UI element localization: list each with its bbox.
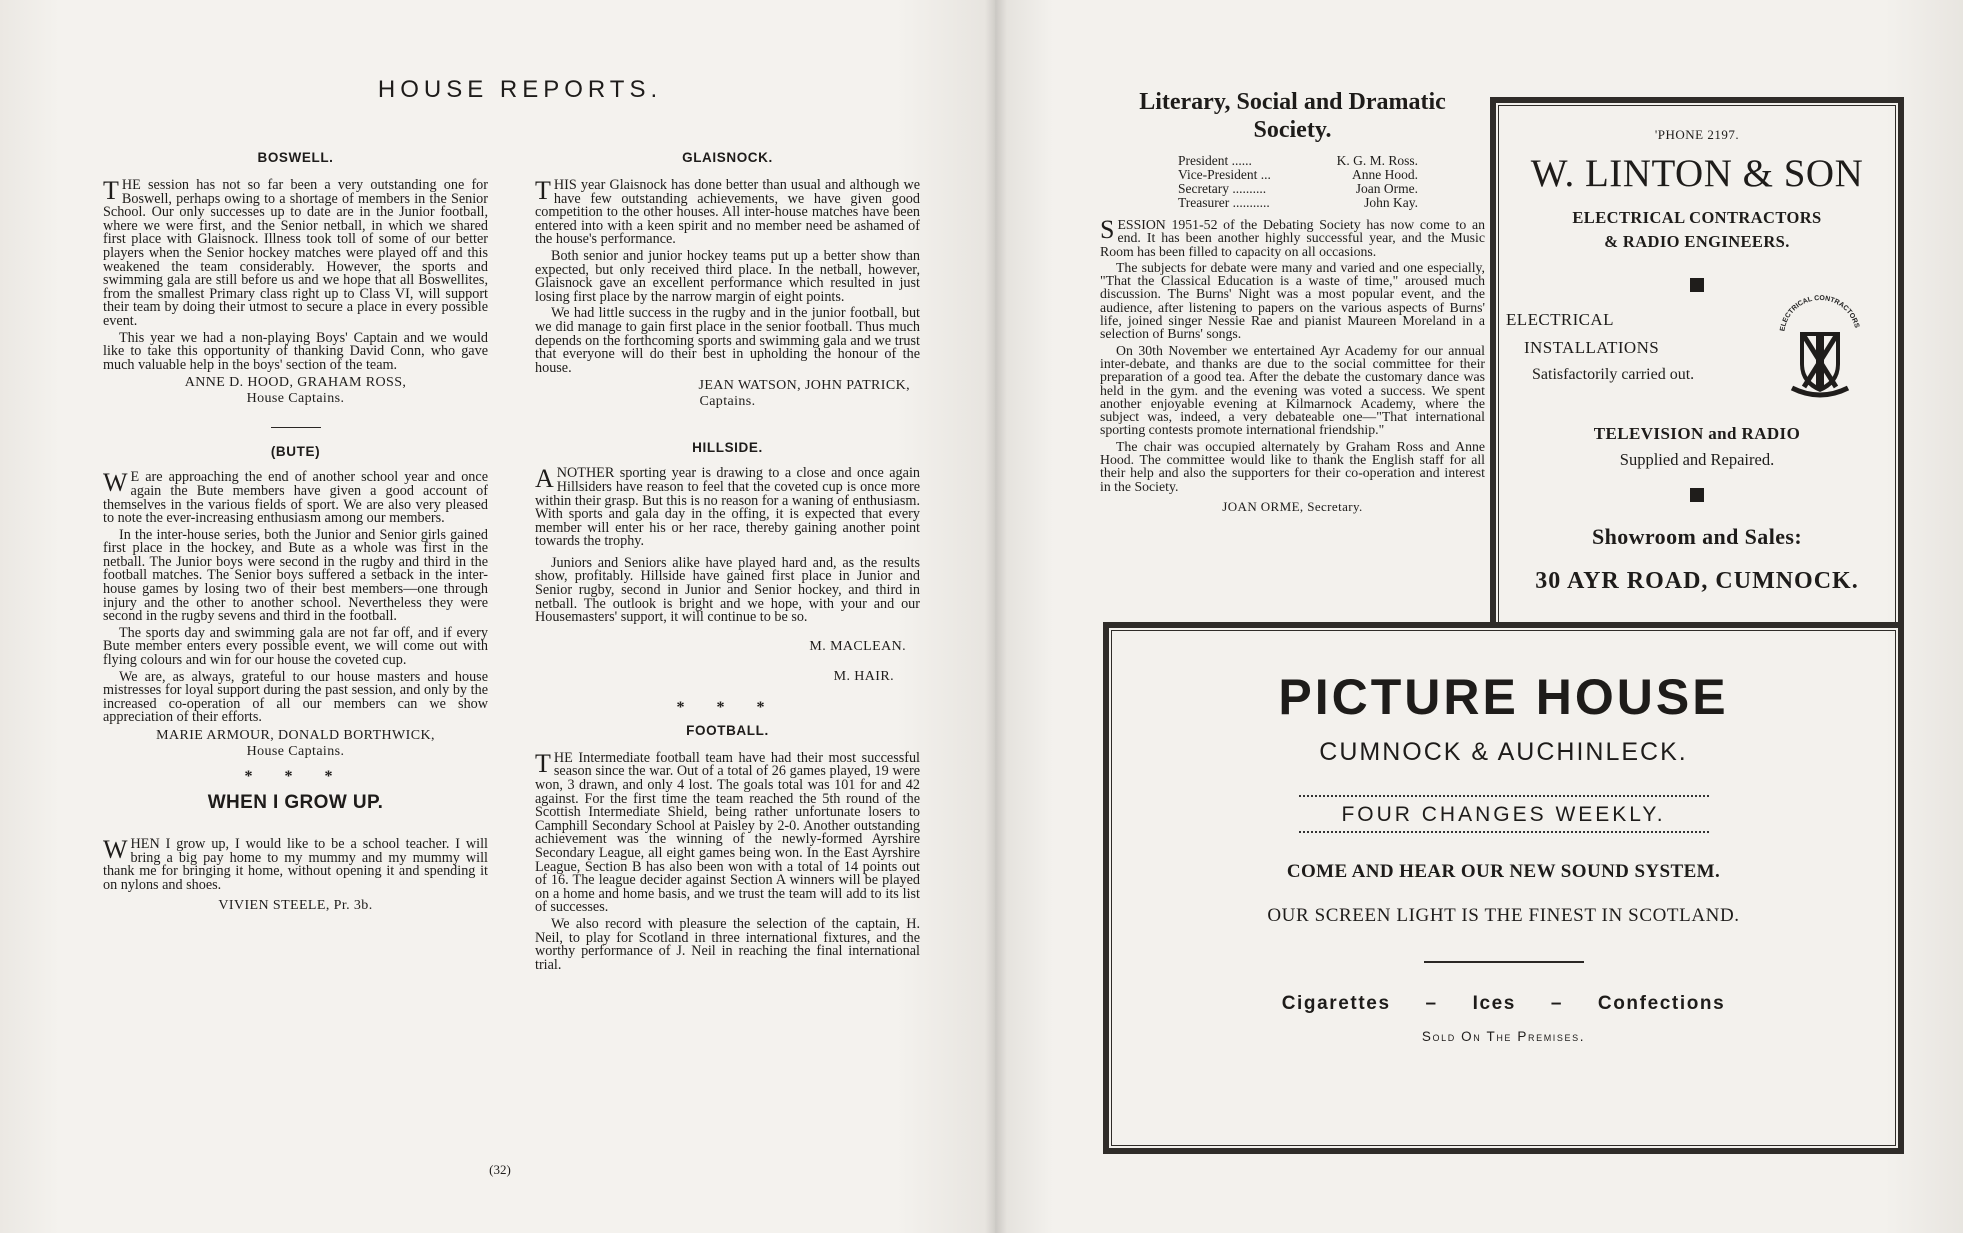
boswell-paragraph-2: This year we had a non-playing Boys' Captain and we would like to take this opportunity of thanking David Conn, who gave much valuable help in the boys' section of the team. bbox=[103, 329, 488, 373]
officer-role: Treasurer ........... bbox=[1178, 195, 1270, 210]
officer-row bbox=[1178, 168, 1418, 182]
when-i-grow-up-paragraph: WHEN I grow up, I would like to be a school teacher. I will bring a big pay home to my mummy and my mummy will thank me for bringing it home, without opening it and spending it on nylons and shoes. bbox=[103, 835, 488, 893]
bute-paragraph-4: We are, as always, grateful to our house masters and house mistresses for loyal support during the past session, and only by the increased co-operation of all our members can we show appreciation of their efforts. bbox=[103, 668, 488, 726]
linton-showroom: Showroom and Sales: bbox=[1591, 524, 1803, 549]
officer-name: K. G. M. Ross. bbox=[1336, 153, 1418, 168]
boswell-signature-names: ANNE D. HOOD, GRAHAM ROSS, bbox=[184, 375, 407, 391]
football-paragraph-1: THE Intermediate football team have had their most successful season since the war. Out of a total of 26 games played, 19 were won, 3 drawn, and only 4 lost. The goals total was 101 for and 42 against. For the first time the team reached the 5th round of the Scottish Intermediate Shield, being rather unfortunate losers to Camphill Secondary School at Paisley by 2-0. Another outstanding achievement was the winning of the newly-formed Ayrshire Secondary League, all eight games being won. In the East Ayrshire League, Section B has also been won with a total of 14 points out of 16. The league decider against Section A winners will be played on a home and home basis, and we trust the team will add to its list of successes. bbox=[535, 748, 920, 916]
officer-name: Joan Orme. bbox=[1355, 181, 1418, 196]
lsd-paragraph-2: The subjects for debate were many and varied and one especially, "That the Classical Education is a waste of time," aroused much discussion. The Burns' Night was a most popular event, and the audience, after listening to papers on the various aspects of Burns' life, joined singer Nessie Rae and pianist Maureen Moreland in a selection of Burns' songs. bbox=[1100, 259, 1485, 342]
bute-signature-role: House Captains. bbox=[246, 744, 345, 759]
picture-house-changes: FOUR CHANGES WEEKLY. bbox=[1341, 803, 1666, 826]
literary-society-article bbox=[1100, 88, 1485, 515]
officer-role: President ...... bbox=[1178, 153, 1252, 168]
hillside-paragraph-2: Juniors and Seniors alike have played hard and, as the results show, profitably. Hillside have gained first place in Junior and Senior rugby, second in Junior and Senior hockey, and third in netball. The outlook is bright and we hope, with your and our Housemasters' support, it will continue to be so. bbox=[535, 554, 920, 626]
item-dash: – bbox=[1550, 993, 1564, 1014]
item-cigarettes: Cigarettes bbox=[1281, 993, 1391, 1014]
lsd-paragraph-4: The chair was occupied alternately by Graham Ross and Anne Hood. The committee would like to thank the English staff for all their help and also the supporters for their co-operation and interest in the Society. bbox=[1100, 438, 1485, 494]
item-ices: Ices bbox=[1472, 993, 1516, 1014]
association-seal-icon bbox=[1774, 292, 1866, 402]
glaisnock-heading: GLAISNOCK. bbox=[682, 150, 773, 165]
when-i-grow-up-heading: WHEN I GROW UP. bbox=[207, 792, 384, 813]
linton-advertisement bbox=[1490, 97, 1904, 631]
middle-column bbox=[535, 150, 920, 975]
svg-text:ELECTRICAL CONTRACTORS: ELECTRICAL CONTRACTORS bbox=[1779, 294, 1861, 332]
linton-line-2: & RADIO ENGINEERS. bbox=[1604, 232, 1790, 251]
linton-supplied: Supplied and Repaired. bbox=[1619, 450, 1775, 469]
picture-house-advertisement bbox=[1103, 622, 1904, 1154]
picture-house-screen: OUR SCREEN LIGHT IS THE FINEST IN SCOTLAND. bbox=[1267, 905, 1740, 926]
officers-list bbox=[1100, 154, 1485, 210]
picture-house-sold: Sold On The Premises. bbox=[1421, 1029, 1586, 1044]
picture-house-items bbox=[1109, 993, 1898, 1015]
boswell-paragraph-1: THE session has not so far been a very outstanding one for Boswell, perhaps owing to a shortage of members in the Senior School. Our only successes up to date are in the Junior football, where we were first, and the Senior netball, in which we shared first place with Glaisnock. Illness took toll of some of our better players when the Senior hockey matches were played off and this weakened the team considerably. However, the sports and swimming gala are still before us and we hope that all Boswellites, from the smallest Primary class right up to Class VI, will support their team by doing their utmost to secure a place in every possible event. bbox=[103, 176, 488, 329]
glaisnock-signature-role: Captains. bbox=[699, 394, 756, 410]
short-rule bbox=[1424, 961, 1584, 963]
hillside-signature-2: M. HAIR. bbox=[833, 668, 894, 684]
linton-installations: INSTALLATIONS bbox=[1524, 338, 1660, 357]
stars-separator-2: * * * bbox=[676, 698, 779, 716]
page-title: HOUSE REPORTS. bbox=[377, 76, 663, 103]
hillside-paragraph-1: ANOTHER sporting year is drawing to a close and once again Hillsiders have reason to feel that the coveted cup is once more within their grasp. But this is no reason for a waning of enthusiasm. With sports and gala day in the offing, it is expected that every member will enter his or her race, thereby gaining another point towards the trophy. bbox=[535, 464, 920, 550]
lsd-signature: JOAN ORME, Secretary. bbox=[1222, 498, 1363, 514]
picture-house-title: PICTURE HOUSE bbox=[1278, 669, 1729, 725]
bute-signature-names: MARIE ARMOUR, DONALD BORTHWICK, bbox=[156, 728, 435, 743]
linton-tv-radio: TELEVISION and RADIO bbox=[1593, 424, 1801, 443]
officer-name: John Kay. bbox=[1364, 195, 1418, 210]
officer-row bbox=[1178, 196, 1418, 210]
glaisnock-paragraph-3: We had little success in the rugby and in the junior football, but we did manage to gain first place in the senior football. Thus much depends on the forthcoming sports and swimming gala and we trust that everyone will do their best in upholding the honour of the house. bbox=[535, 305, 920, 376]
item-confections: Confections bbox=[1597, 993, 1726, 1014]
page-number: (32) bbox=[489, 1162, 511, 1177]
football-paragraph-2: We also record with pleasure the selection of the captain, H. Neil, to play for Scotland in three international fixtures, and the worthy performance of J. Neil in reaching the final international trial. bbox=[535, 915, 920, 973]
officer-row bbox=[1178, 182, 1418, 196]
bute-paragraph-1: WE are approaching the end of another school year and once again the Bute members have given a good account of themselves in the various fields of sport. We are also very pleased to note the ever-increasing enthusiasm among our members. bbox=[103, 468, 488, 527]
bute-paragraph-3: The sports day and swimming gala are not far off, and if every Bute member enters every possible event, we will come out with flying colours and win for our house the coveted cup. bbox=[103, 624, 488, 669]
boswell-heading: BOSWELL. bbox=[257, 150, 334, 165]
bute-heading: (BUTE) bbox=[270, 444, 321, 460]
linton-phone: 'PHONE 2197. bbox=[1654, 127, 1740, 142]
lsd-title-line-2: Society. bbox=[1253, 117, 1332, 143]
linton-satisfactorily: Satisfactorily carried out. bbox=[1532, 366, 1695, 383]
linton-electrical: ELECTRICAL bbox=[1506, 310, 1614, 329]
bute-paragraph-2: In the inter-house series, both the Junior and Senior girls gained first place in the hockey, and Bute as a whole was first in the netball. The Junior boys were second in the rugby and third in the football matches. The Senior boys suffered a setback in the inter-house games by losing two of their best members—one through injury and the other to another school. Nevertheless they were second in the rugby sevens and third in the football. bbox=[103, 526, 488, 625]
linton-installations-block bbox=[1496, 294, 1898, 418]
football-heading: FOOTBALL. bbox=[686, 722, 769, 738]
picture-house-subtitle: CUMNOCK & AUCHINLECK. bbox=[1319, 738, 1688, 766]
section-divider bbox=[271, 427, 321, 428]
stars-separator: * * * bbox=[244, 768, 347, 785]
lsd-title bbox=[1100, 88, 1485, 144]
item-dash: – bbox=[1425, 993, 1438, 1014]
hillside-heading: HILLSIDE. bbox=[692, 440, 763, 456]
hillside-signature-1: M. MACLEAN. bbox=[809, 638, 906, 654]
boswell-signature-role: House Captains. bbox=[246, 391, 345, 407]
when-i-grow-up-signature: VIVIEN STEELE, Pr. 3b. bbox=[218, 898, 373, 914]
linton-address: 30 AYR ROAD, CUMNOCK. bbox=[1535, 568, 1859, 594]
officer-role: Secretary .......... bbox=[1178, 181, 1267, 196]
glaisnock-signature-names: JEAN WATSON, JOHN PATRICK, bbox=[698, 378, 910, 394]
dotted-rule bbox=[1299, 795, 1709, 797]
glaisnock-paragraph-1: THIS year Glaisnock has done better than usual and although we have few outstanding achievements, we have given good competition to the other houses. All inter-house matches have been entered into with a keen spirit and no member need be ashamed of the house's performance. bbox=[535, 176, 920, 248]
linton-line-1: ELECTRICAL CONTRACTORS bbox=[1572, 208, 1822, 227]
officer-row bbox=[1178, 154, 1418, 168]
glaisnock-paragraph-2: Both senior and junior hockey teams put up a better show than expected, but only received third place. In the netball, however, Glaisnock gave an excellent performance which resulted in just losing first place by the narrow margin of eight points. bbox=[535, 247, 920, 305]
square-bullet-icon bbox=[1690, 488, 1704, 502]
square-bullet-icon bbox=[1690, 278, 1704, 292]
lsd-paragraph-3: On 30th November we entertained Ayr Academy for our annual inter-debate, and thanks are due to the social committee for their preparation of a good tea. After the debate the customary dance was held in the gym. and the evening was voted a success. We spent another enjoyable evening at Kilmarnock Academy, where the subject was, indeed, a very debateable one—"That international sporting contests promote international friendship." bbox=[1100, 342, 1485, 438]
lsd-title-line-1: Literary, Social and Dramatic bbox=[1139, 89, 1446, 115]
book-gutter bbox=[985, 0, 1007, 1233]
left-column bbox=[103, 150, 488, 914]
lsd-paragraph-1: SESSION 1951-52 of the Debating Society has now come to an end. It has been another highly successful year, and the Music Room has been filled to capacity on all occasions. bbox=[1100, 215, 1485, 259]
officer-name: Anne Hood. bbox=[1352, 167, 1418, 182]
lsd-body bbox=[1100, 215, 1485, 494]
picture-house-sound: COME AND HEAR OUR NEW SOUND SYSTEM. bbox=[1286, 861, 1721, 882]
linton-name: W. LINTON & SON bbox=[1530, 152, 1864, 195]
officer-role: Vice-President ... bbox=[1178, 167, 1271, 182]
dotted-rule bbox=[1299, 831, 1709, 833]
